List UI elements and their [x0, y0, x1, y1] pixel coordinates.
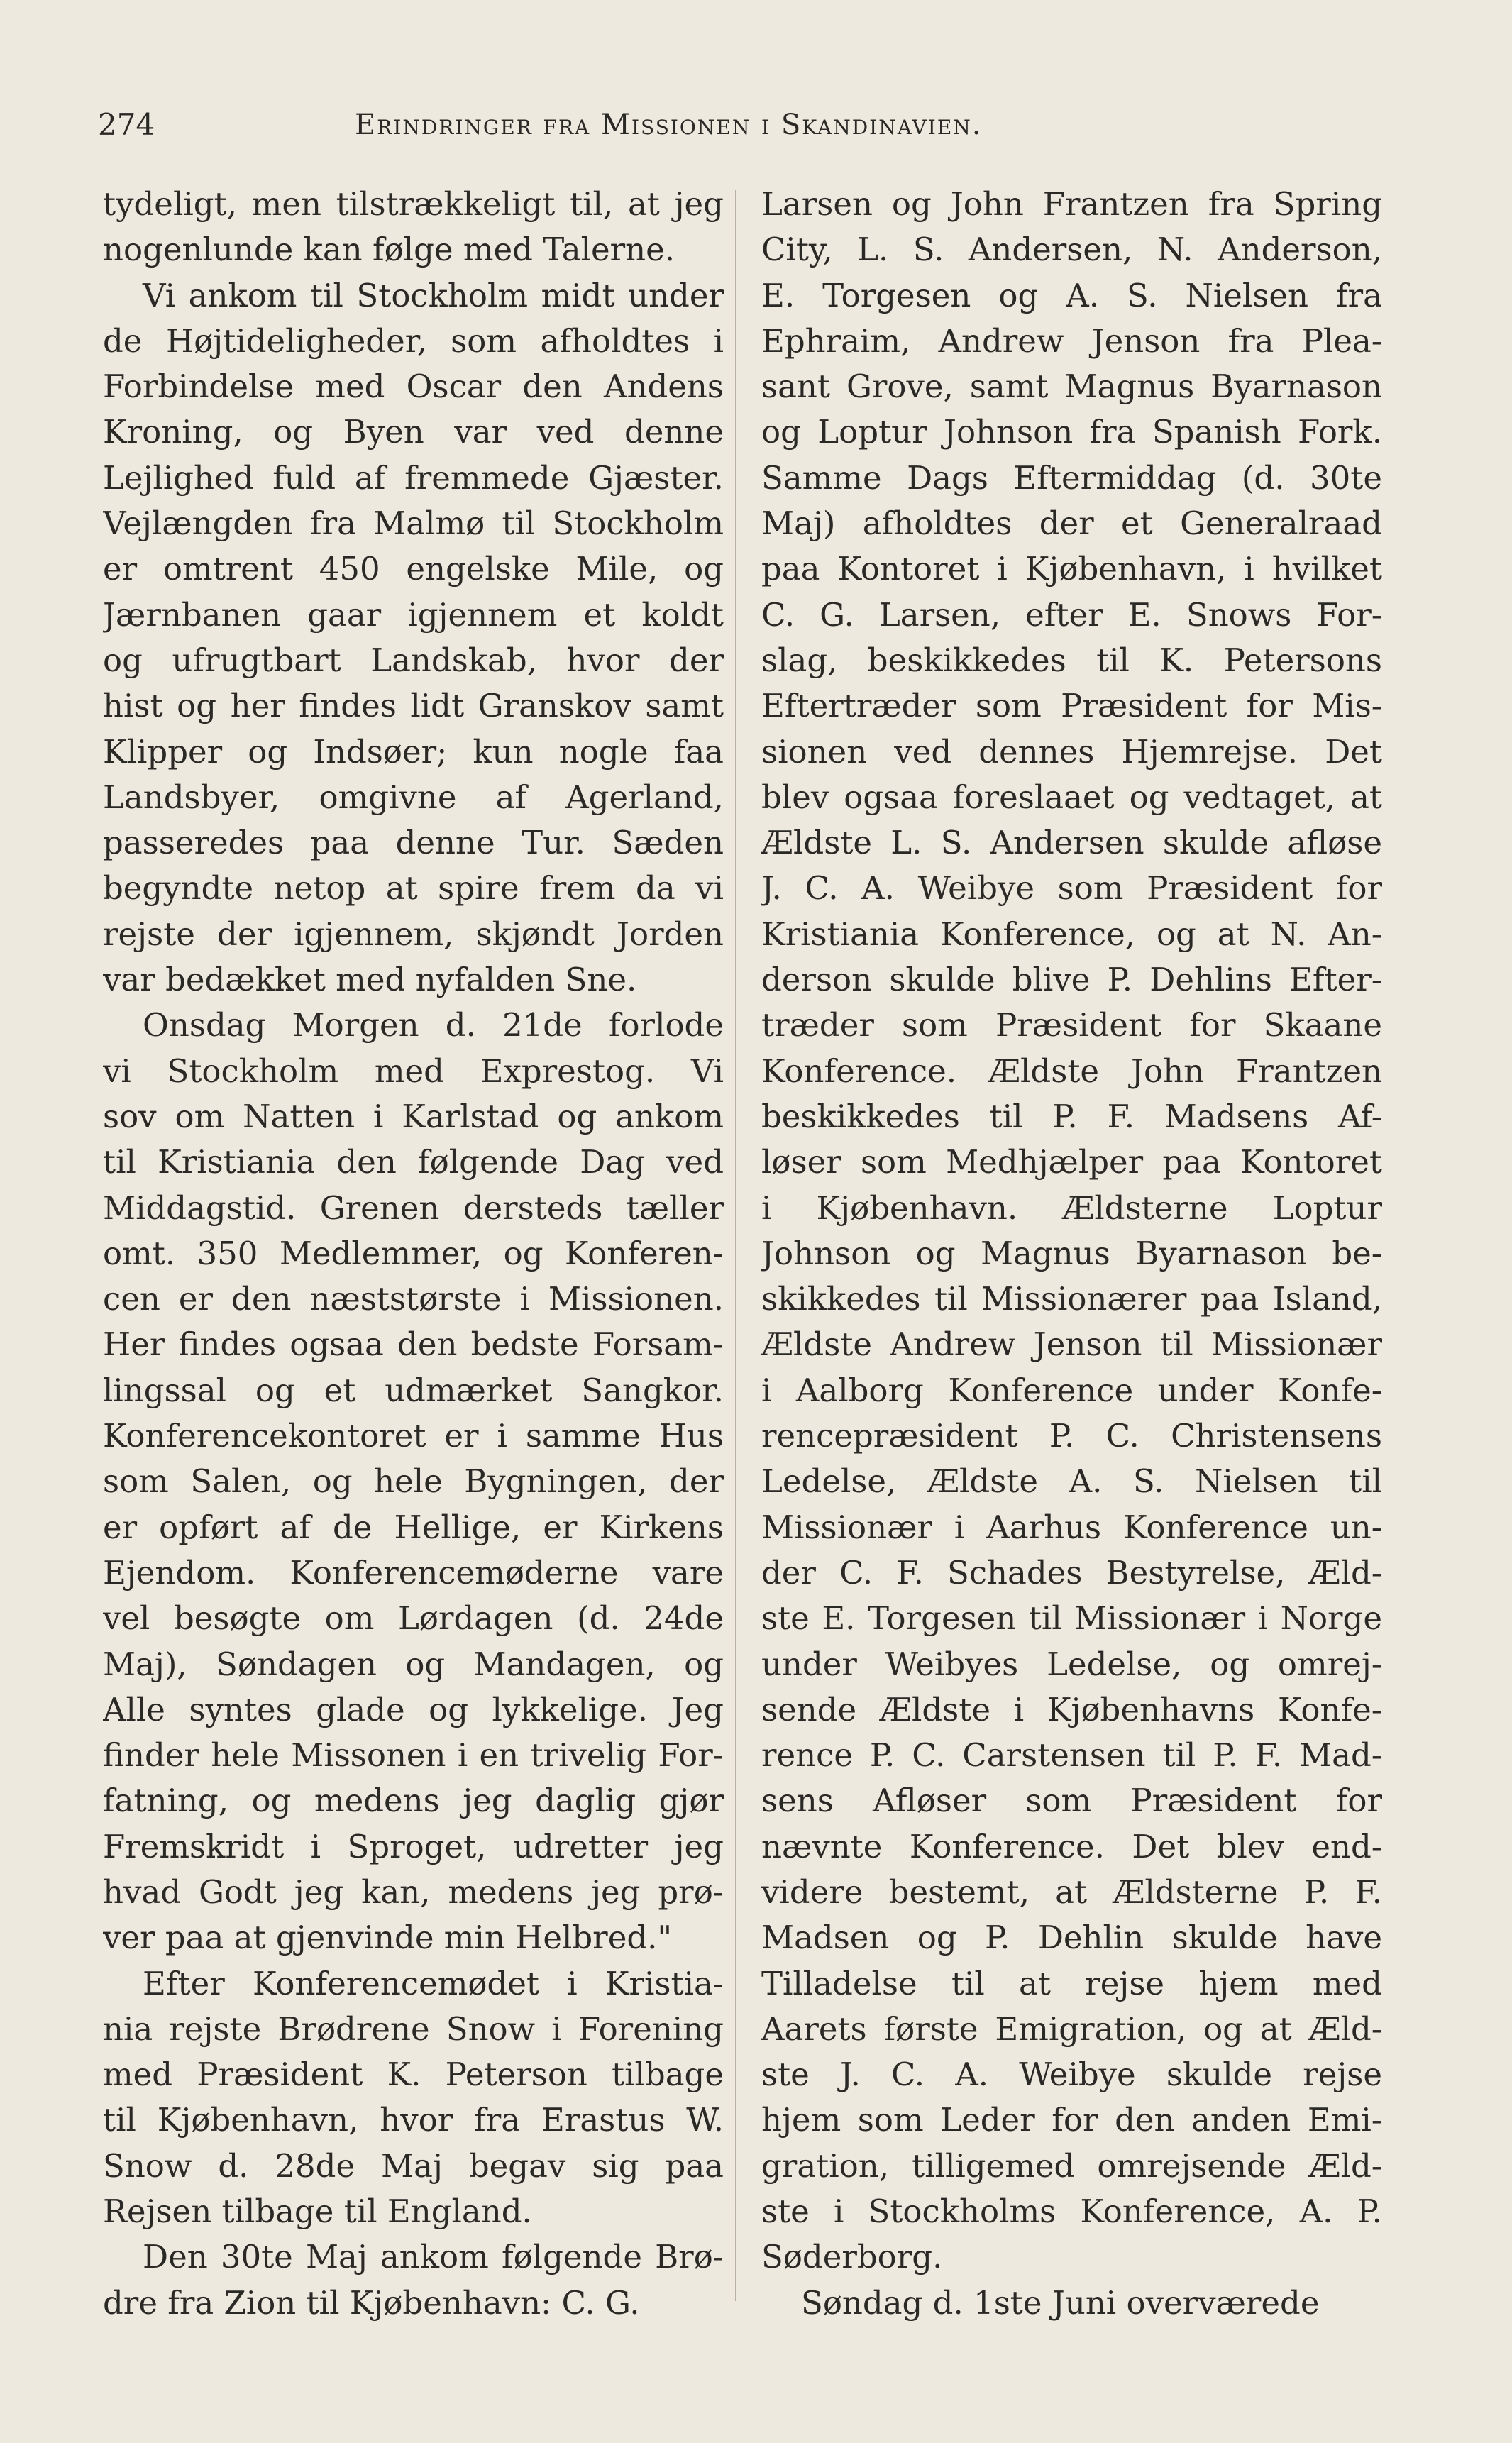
text-line: ver paa at gjenvinde min Helbred." — [103, 1919, 673, 1957]
text-line: Aarets første Emigration, og at Æld- — [761, 2009, 1382, 2048]
text-line: Ejendom. Konferencemøderne vare — [103, 1553, 724, 1592]
text-line: Alle syntes glade og lykkelige. Jeg — [103, 1690, 724, 1728]
text-line: Landsbyer, omgivne af Agerland, — [103, 778, 724, 816]
text-line: Onsdag Morgen d. 21de forlode — [143, 1006, 724, 1044]
text-line: sende Ældste i Kjøbenhavns Konfe- — [761, 1690, 1382, 1728]
text-line: C. G. Larsen, efter E. Snows For- — [761, 595, 1382, 634]
page-number: 274 — [98, 107, 155, 142]
text-line: hist og her findes lidt Granskov samt — [103, 687, 724, 725]
text-line: cen er den næststørste i Missionen. — [103, 1280, 724, 1318]
text-line: træder som Præsident for Skaane — [761, 1006, 1382, 1044]
text-line: som Salen, og hele Bygningen, der — [103, 1462, 724, 1501]
text-line: til Kjøbenhavn, hvor fra Erastus W. — [103, 2101, 724, 2139]
text-line: passeredes paa denne Tur. Sæden — [103, 824, 724, 862]
text-line: Fremskridt i Sproget, udretter jeg — [103, 1827, 724, 1865]
text-line: Madsen og P. Dehlin skulde have — [761, 1919, 1382, 1957]
text-line: Klipper og Indsøer; kun nogle faa — [103, 732, 724, 771]
text-line: med Præsident K. Peterson tilbage — [103, 2056, 724, 2094]
text-line: ste J. C. A. Weibye skulde rejse — [761, 2056, 1382, 2094]
text-line: tydeligt, men tilstrækkeligt til, at jeg — [103, 185, 724, 223]
text-line: lingssal og et udmærket Sangkor. — [103, 1371, 724, 1409]
text-line: videre bestemt, at Ældsterne P. F. — [761, 1873, 1382, 1911]
text-line: finder hele Missonen i en trivelig For- — [103, 1736, 724, 1775]
text-line: Konference. Ældste John Frantzen — [761, 1052, 1382, 1090]
text-line: nogenlunde kan følge med Talerne. — [103, 231, 675, 269]
text-line: hjem som Leder for den anden Emi- — [761, 2101, 1382, 2139]
text-line: blev ogsaa foreslaaet og vedtaget, at — [761, 778, 1382, 816]
text-line: er omtrent 450 engelske Mile, og — [103, 550, 724, 588]
text-line: vi Stockholm med Exprestog. Vi — [103, 1052, 724, 1090]
text-line: Ledelse, Ældste A. S. Nielsen til — [761, 1462, 1382, 1501]
text-line: derson skulde blive P. Dehlins Efter- — [761, 961, 1382, 999]
text-line: Forbindelse med Oscar den Andens — [103, 368, 724, 406]
text-line: i Aalborg Konference under Konfe- — [761, 1371, 1382, 1409]
text-line: Konferencekontoret er i samme Hus — [103, 1417, 724, 1455]
text-line: nævnte Konference. Det blev end- — [761, 1827, 1382, 1865]
text-line: Missionær i Aarhus Konference un- — [761, 1508, 1382, 1546]
text-line: rence P. C. Carstensen til P. F. Mad- — [761, 1736, 1382, 1775]
left-column — [103, 182, 724, 2326]
text-line: sov om Natten i Karlstad og ankom — [103, 1097, 724, 1135]
text-line: gration, tilligemed omrejsende Æld- — [761, 2146, 1382, 2185]
text-line: Maj), Søndagen og Mandagen, og — [103, 1645, 724, 1683]
text-line: Middagstid. Grenen dersteds tæller — [103, 1189, 724, 1227]
text-line: skikkedes til Missionærer paa Island, — [761, 1280, 1382, 1318]
running-title: Erindringer fra Missionen i Skandinavien. — [355, 109, 983, 141]
text-line: der C. F. Schades Bestyrelse, Æld- — [761, 1553, 1382, 1592]
text-line: Her findes ogsaa den bedste Forsam- — [103, 1325, 724, 1364]
text-line: Ældste L. S. Andersen skulde afløse — [761, 824, 1382, 862]
text-line: sant Grove, samt Magnus Byarnason — [761, 368, 1382, 406]
text-line: J. C. A. Weibye som Præsident for — [761, 869, 1382, 908]
text-line: slag, beskikkedes til K. Petersons — [761, 641, 1382, 679]
text-line: beskikkedes til P. F. Madsens Af- — [761, 1097, 1382, 1135]
text-line: og Loptur Johnson fra Spanish Fork. — [761, 413, 1382, 451]
text-line: Søderborg. — [761, 2238, 943, 2276]
text-line: til Kristiania den følgende Dag ved — [103, 1143, 724, 1181]
text-line: E. Torgesen og A. S. Nielsen fra — [761, 276, 1382, 314]
text-line: rejste der igjennem, skjøndt Jorden — [103, 915, 724, 953]
text-line: Samme Dags Eftermiddag (d. 30te — [761, 458, 1382, 497]
text-line: begyndte netop at spire frem da vi — [103, 869, 724, 908]
text-line: og ufrugtbart Landskab, hvor der — [103, 641, 724, 679]
text-line: rencepræsident P. C. Christensens — [761, 1417, 1382, 1455]
text-line: Lejlighed fuld af fremmede Gjæster. — [103, 458, 724, 497]
text-line: Ephraim, Andrew Jenson fra Plea- — [761, 321, 1382, 360]
text-line: de Højtideligheder, som afholdtes i — [103, 321, 724, 360]
text-line: var bedækket med nyfalden Sne. — [103, 961, 637, 999]
text-line: Rejsen tilbage til England. — [103, 2193, 532, 2231]
text-line: ste i Stockholms Konference, A. P. — [761, 2193, 1382, 2231]
text-line: under Weibyes Ledelse, og omrej- — [761, 1645, 1382, 1683]
text-line: ste E. Torgesen til Missionær i Norge — [761, 1599, 1382, 1638]
text-line: nia rejste Brødrene Snow i Forening — [103, 2009, 724, 2048]
text-line: Vejlængden fra Malmø til Stockholm — [103, 504, 724, 543]
text-line: Larsen og John Frantzen fra Spring — [761, 185, 1382, 223]
text-line: Kristiania Konference, og at N. An- — [761, 915, 1382, 953]
text-line: Den 30te Maj ankom følgende Brø- — [143, 2238, 724, 2276]
column-divider — [735, 190, 736, 2301]
text-line: Vi ankom til Stockholm midt under — [143, 276, 724, 314]
text-line: Maj) afholdtes der et Generalraad — [761, 504, 1382, 543]
text-line: hvad Godt jeg kan, medens jeg prø- — [103, 1873, 724, 1911]
text-line: i Kjøbenhavn. Ældsterne Loptur — [761, 1189, 1382, 1227]
text-line: sionen ved dennes Hjemrejse. Det — [761, 732, 1382, 771]
text-line: dre fra Zion til Kjøbenhavn: C. G. — [103, 2283, 640, 2322]
text-line: City, L. S. Andersen, N. Anderson, — [761, 231, 1382, 269]
text-line: fatning, og medens jeg daglig gjør — [103, 1782, 724, 1820]
text-line: løser som Medhjælper paa Kontoret — [761, 1143, 1382, 1181]
right-column — [761, 182, 1382, 2326]
text-line: Eftertræder som Præsident for Mis- — [761, 687, 1382, 725]
text-line: Jærnbanen gaar igjennem et koldt — [103, 595, 724, 634]
text-line: sens Afløser som Præsident for — [761, 1782, 1382, 1820]
text-line: Ældste Andrew Jenson til Missionær — [761, 1325, 1382, 1364]
page-header — [0, 104, 1512, 146]
text-line: Johnson og Magnus Byarnason be- — [761, 1234, 1382, 1272]
text-line: er opført af de Hellige, er Kirkens — [103, 1508, 724, 1546]
text-line: vel besøgte om Lørdagen (d. 24de — [103, 1599, 724, 1638]
text-line: Efter Konferencemødet i Kristia- — [143, 1964, 724, 2002]
text-line: omt. 350 Medlemmer, og Konferen- — [103, 1234, 724, 1272]
text-line: Snow d. 28de Maj begav sig paa — [103, 2146, 724, 2185]
text-line: Tilladelse til at rejse hjem med — [761, 1964, 1382, 2002]
text-line: Søndag d. 1ste Juni overværede — [801, 2283, 1320, 2322]
text-line: Kroning, og Byen var ved denne — [103, 413, 724, 451]
text-line: paa Kontoret i Kjøbenhavn, i hvilket — [761, 550, 1382, 588]
